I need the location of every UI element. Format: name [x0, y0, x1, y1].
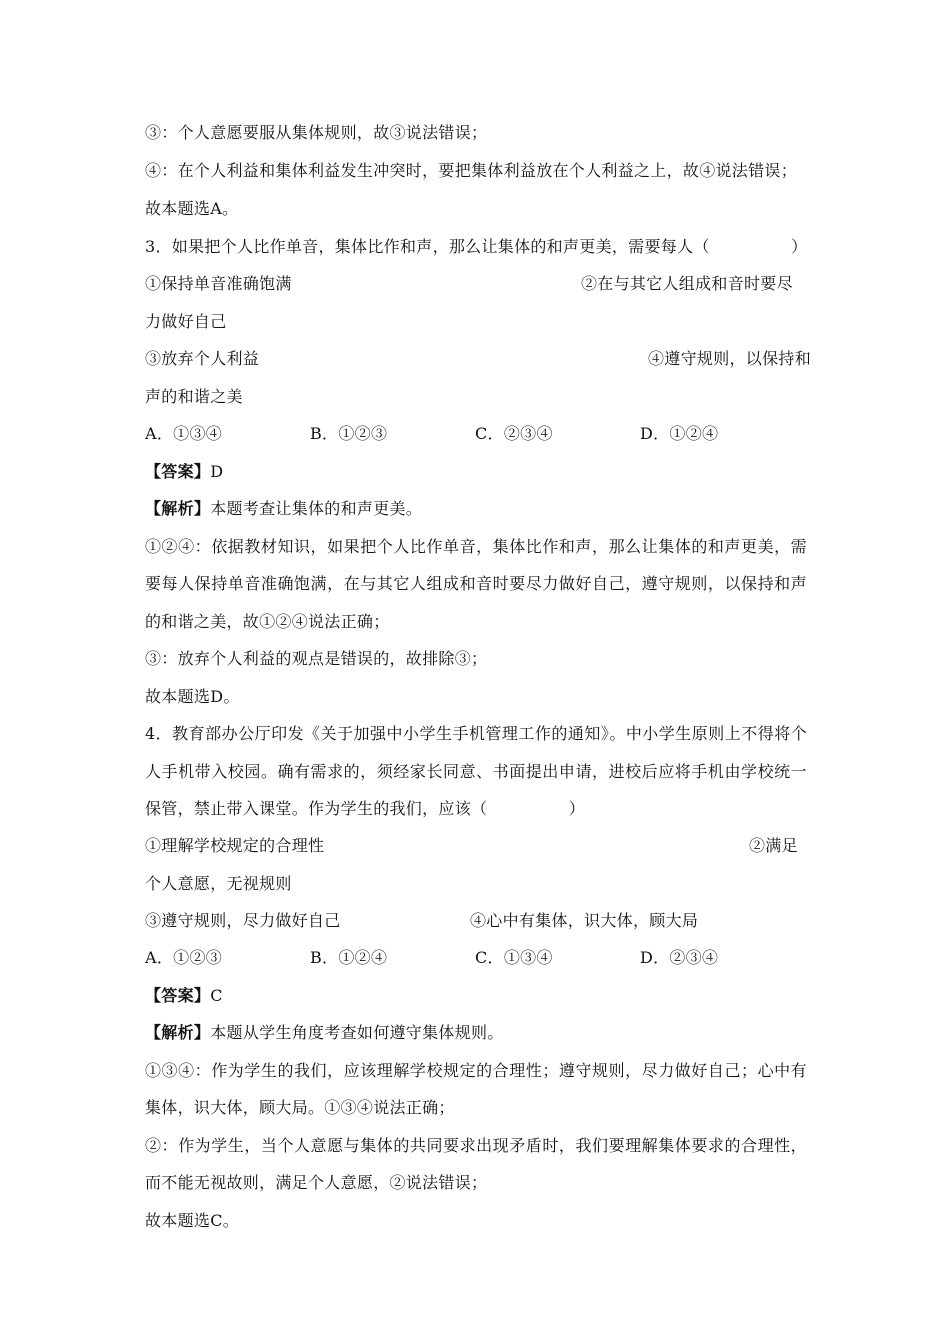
answer-tag: 【答案】 — [145, 986, 211, 1005]
q3-choice-b[interactable]: B．①②③ — [310, 424, 388, 443]
q3-option-1: ①保持单音准确饱满 — [145, 274, 292, 293]
q4-option-2-continued: 个人意愿，无视规则 — [145, 874, 292, 893]
q3-choice-c[interactable]: C．②③④ — [475, 424, 553, 443]
q4-option-2: ②满足 — [749, 836, 798, 855]
text-line: ③：个人意愿要服从集体规则，故③说法错误； — [145, 123, 488, 142]
q3-analysis — [145, 499, 422, 519]
q4-option-3: ③遵守规则，尽力做好自己 — [145, 911, 341, 930]
question-4-stem: 人手机带入校园。确有需求的，须经家长同意、书面提出申请，进校后应将手机由学校统一 — [145, 762, 807, 781]
question-3-stem: 3．如果把个人比作单音，集体比作和声，那么让集体的和声更美，需要每人（ ） — [145, 237, 808, 256]
q4-choice-c[interactable]: C．①③④ — [475, 948, 553, 967]
analysis-tag: 【解析】 — [145, 1023, 211, 1042]
q3-explain-line: 要每人保持单音准确饱满，在与其它人组成和音时要尽力做好自己，遵守规则，以保持和声 — [145, 574, 807, 593]
q4-option-4: ④心中有集体，识大体，顾大局 — [470, 911, 699, 930]
q4-explain-line: 而不能无视故则，满足个人意愿，②说法错误； — [145, 1173, 488, 1192]
q3-option-4-continued: 声的和谐之美 — [145, 387, 243, 406]
analysis-text: 本题考查让集体的和声更美。 — [210, 499, 423, 518]
q3-option-2: ②在与其它人组成和音时要尽 — [581, 274, 793, 293]
q3-option-2-continued: 力做好自己 — [145, 312, 227, 331]
q4-explain-line: ①③④：作为学生的我们，应该理解学校规定的合理性；遵守规则，尽力做好自己；心中有 — [145, 1061, 807, 1080]
analysis-tag: 【解析】 — [145, 499, 211, 518]
q4-answer — [145, 986, 223, 1006]
answer-value: C — [210, 986, 223, 1005]
analysis-text: 本题从学生角度考查如何遵守集体规则。 — [210, 1023, 504, 1042]
q3-explain-line: 故本题选D。 — [145, 687, 240, 706]
q4-explain-line: 集体，识大体，顾大局。①③④说法正确； — [145, 1098, 455, 1117]
question-4-stem: 4．教育部办公厅印发《关于加强中小学生手机管理工作的通知》。中小学生原则上不得将个 — [145, 724, 807, 743]
answer-tag: 【答案】 — [145, 462, 211, 481]
q4-choice-a[interactable]: A．①②③ — [145, 948, 223, 967]
q3-choices — [145, 424, 807, 444]
q3-option-3: ③放弃个人利益 — [145, 349, 260, 368]
question-4-stem: 保管，禁止带入课堂。作为学生的我们，应该（ ） — [145, 799, 586, 818]
q3-option-4: ④遵守规则，以保持和 — [648, 349, 812, 368]
q3-choice-d[interactable]: D．①②④ — [640, 424, 719, 443]
text-line: ④：在个人利益和集体利益发生冲突时，要把集体利益放在个人利益之上，故④说法错误； — [145, 161, 798, 180]
answer-value: D — [210, 462, 224, 481]
q3-explain-line: ①②④：依据教材知识，如果把个人比作单音，集体比作和声，那么让集体的和声更美，需 — [145, 537, 807, 556]
q3-answer — [145, 462, 223, 482]
q4-choice-b[interactable]: B．①②④ — [310, 948, 388, 967]
q4-choices — [145, 948, 807, 968]
q4-analysis — [145, 1023, 504, 1043]
q4-option-1: ①理解学校规定的合理性 — [145, 836, 325, 855]
q3-choice-a[interactable]: A．①③④ — [145, 424, 223, 443]
q3-explain-line: ③：放弃个人利益的观点是错误的，故排除③； — [145, 649, 488, 668]
q3-explain-line: 的和谐之美，故①②④说法正确； — [145, 612, 390, 631]
q4-explain-line: 故本题选C。 — [145, 1211, 240, 1230]
text-line: 故本题选A。 — [145, 199, 239, 218]
q4-choice-d[interactable]: D．②③④ — [640, 948, 719, 967]
q4-explain-line: ②：作为学生，当个人意愿与集体的共同要求出现矛盾时，我们要理解集体要求的合理性， — [145, 1136, 807, 1155]
